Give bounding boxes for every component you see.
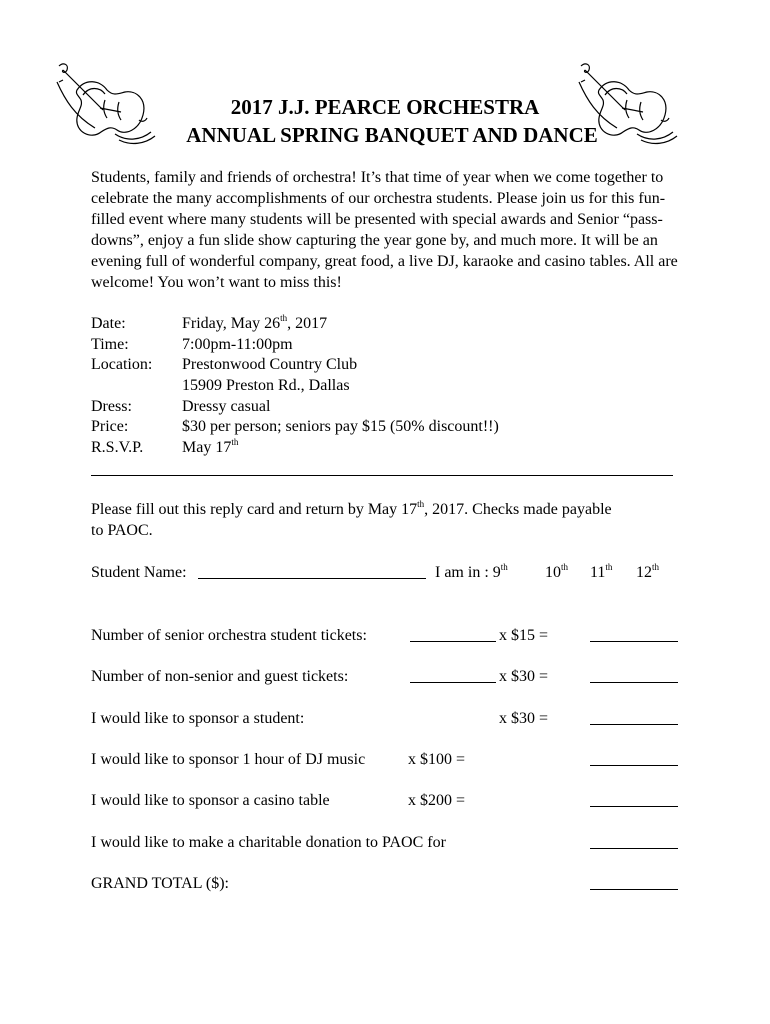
sponsor-dj-label: I would like to sponsor 1 hour of DJ music: [91, 751, 366, 768]
sponsor-casino-total-field[interactable]: [590, 792, 678, 807]
page-subtitle: ANNUAL SPRING BANQUET AND DANCE: [186, 123, 598, 147]
price-label: Price:: [91, 418, 129, 435]
intro-paragraph: Students, family and friends of orchestra! It’s that time of year when we come together to celebrate the many accomplishments of our orchestra students. Please join us for this fun-filled event where many students will be presented with special awards and Senior “pass-downs”, enjoy a fun slide show capturing the year gone by, and much more. It will be an evening full of wonderful company, great food, a live DJ, karaoke and casino tables. All are welcome! You won’t want to miss this!: [91, 169, 678, 291]
sponsor-dj-multiplier: x $100 =: [408, 751, 466, 768]
senior-tickets-multiplier: x $15 =: [499, 627, 549, 644]
rsvp-value: May 17th: [182, 436, 239, 456]
grade-10-option[interactable]: 10th: [545, 561, 569, 581]
student-name-label: Student Name:: [91, 564, 187, 581]
sponsor-casino-label: I would like to sponsor a casino table: [91, 792, 330, 809]
sponsor-casino-multiplier: x $200 =: [408, 792, 466, 809]
grade-11-option[interactable]: 11th: [590, 561, 613, 581]
location-label: Location:: [91, 356, 153, 373]
grade-label: I am in : 9th: [435, 561, 508, 581]
guest-tickets-multiplier: x $30 =: [499, 668, 549, 685]
sponsor-dj-total-field[interactable]: [590, 751, 678, 766]
dress-label: Dress:: [91, 398, 132, 415]
guest-tickets-qty-field[interactable]: [410, 668, 496, 683]
senior-tickets-label: Number of senior orchestra student tickets:: [91, 627, 367, 644]
time-value: 7:00pm-11:00pm: [182, 336, 293, 353]
sponsor-student-multiplier: x $30 =: [499, 710, 549, 727]
reply-instructions-line1: Please fill out this reply card and return by May 17th, 2017. Checks made payable: [91, 498, 612, 518]
sponsor-student-total-field[interactable]: [590, 710, 678, 725]
senior-tickets-total-field[interactable]: [590, 627, 678, 642]
donation-label: I would like to make a charitable donation to PAOC for: [91, 834, 446, 851]
page-title: 2017 J.J. PEARCE ORCHESTRA: [230, 95, 540, 119]
guest-tickets-total-field[interactable]: [590, 668, 678, 683]
reply-instructions-line2: to PAOC.: [91, 522, 153, 539]
time-label: Time:: [91, 336, 129, 353]
location-value-line2: 15909 Preston Rd., Dallas: [182, 377, 350, 394]
donation-total-field[interactable]: [590, 834, 678, 849]
rsvp-label: R.S.V.P.: [91, 439, 144, 456]
grand-total-field[interactable]: [590, 875, 678, 890]
date-value: Friday, May 26th, 2017: [182, 312, 328, 332]
price-value: $30 per person; seniors pay $15 (50% discount!!): [182, 418, 499, 435]
grand-total-label: GRAND TOTAL ($):: [91, 875, 229, 892]
student-name-field[interactable]: [198, 564, 426, 579]
divider: [91, 475, 673, 476]
dress-value: Dressy casual: [182, 398, 271, 415]
guest-tickets-label: Number of non-senior and guest tickets:: [91, 668, 349, 685]
date-label: Date:: [91, 315, 126, 332]
senior-tickets-qty-field[interactable]: [410, 627, 496, 642]
location-value-line1: Prestonwood Country Club: [182, 356, 358, 373]
grade-12-option[interactable]: 12th: [636, 561, 660, 581]
sponsor-student-label: I would like to sponsor a student:: [91, 710, 305, 727]
